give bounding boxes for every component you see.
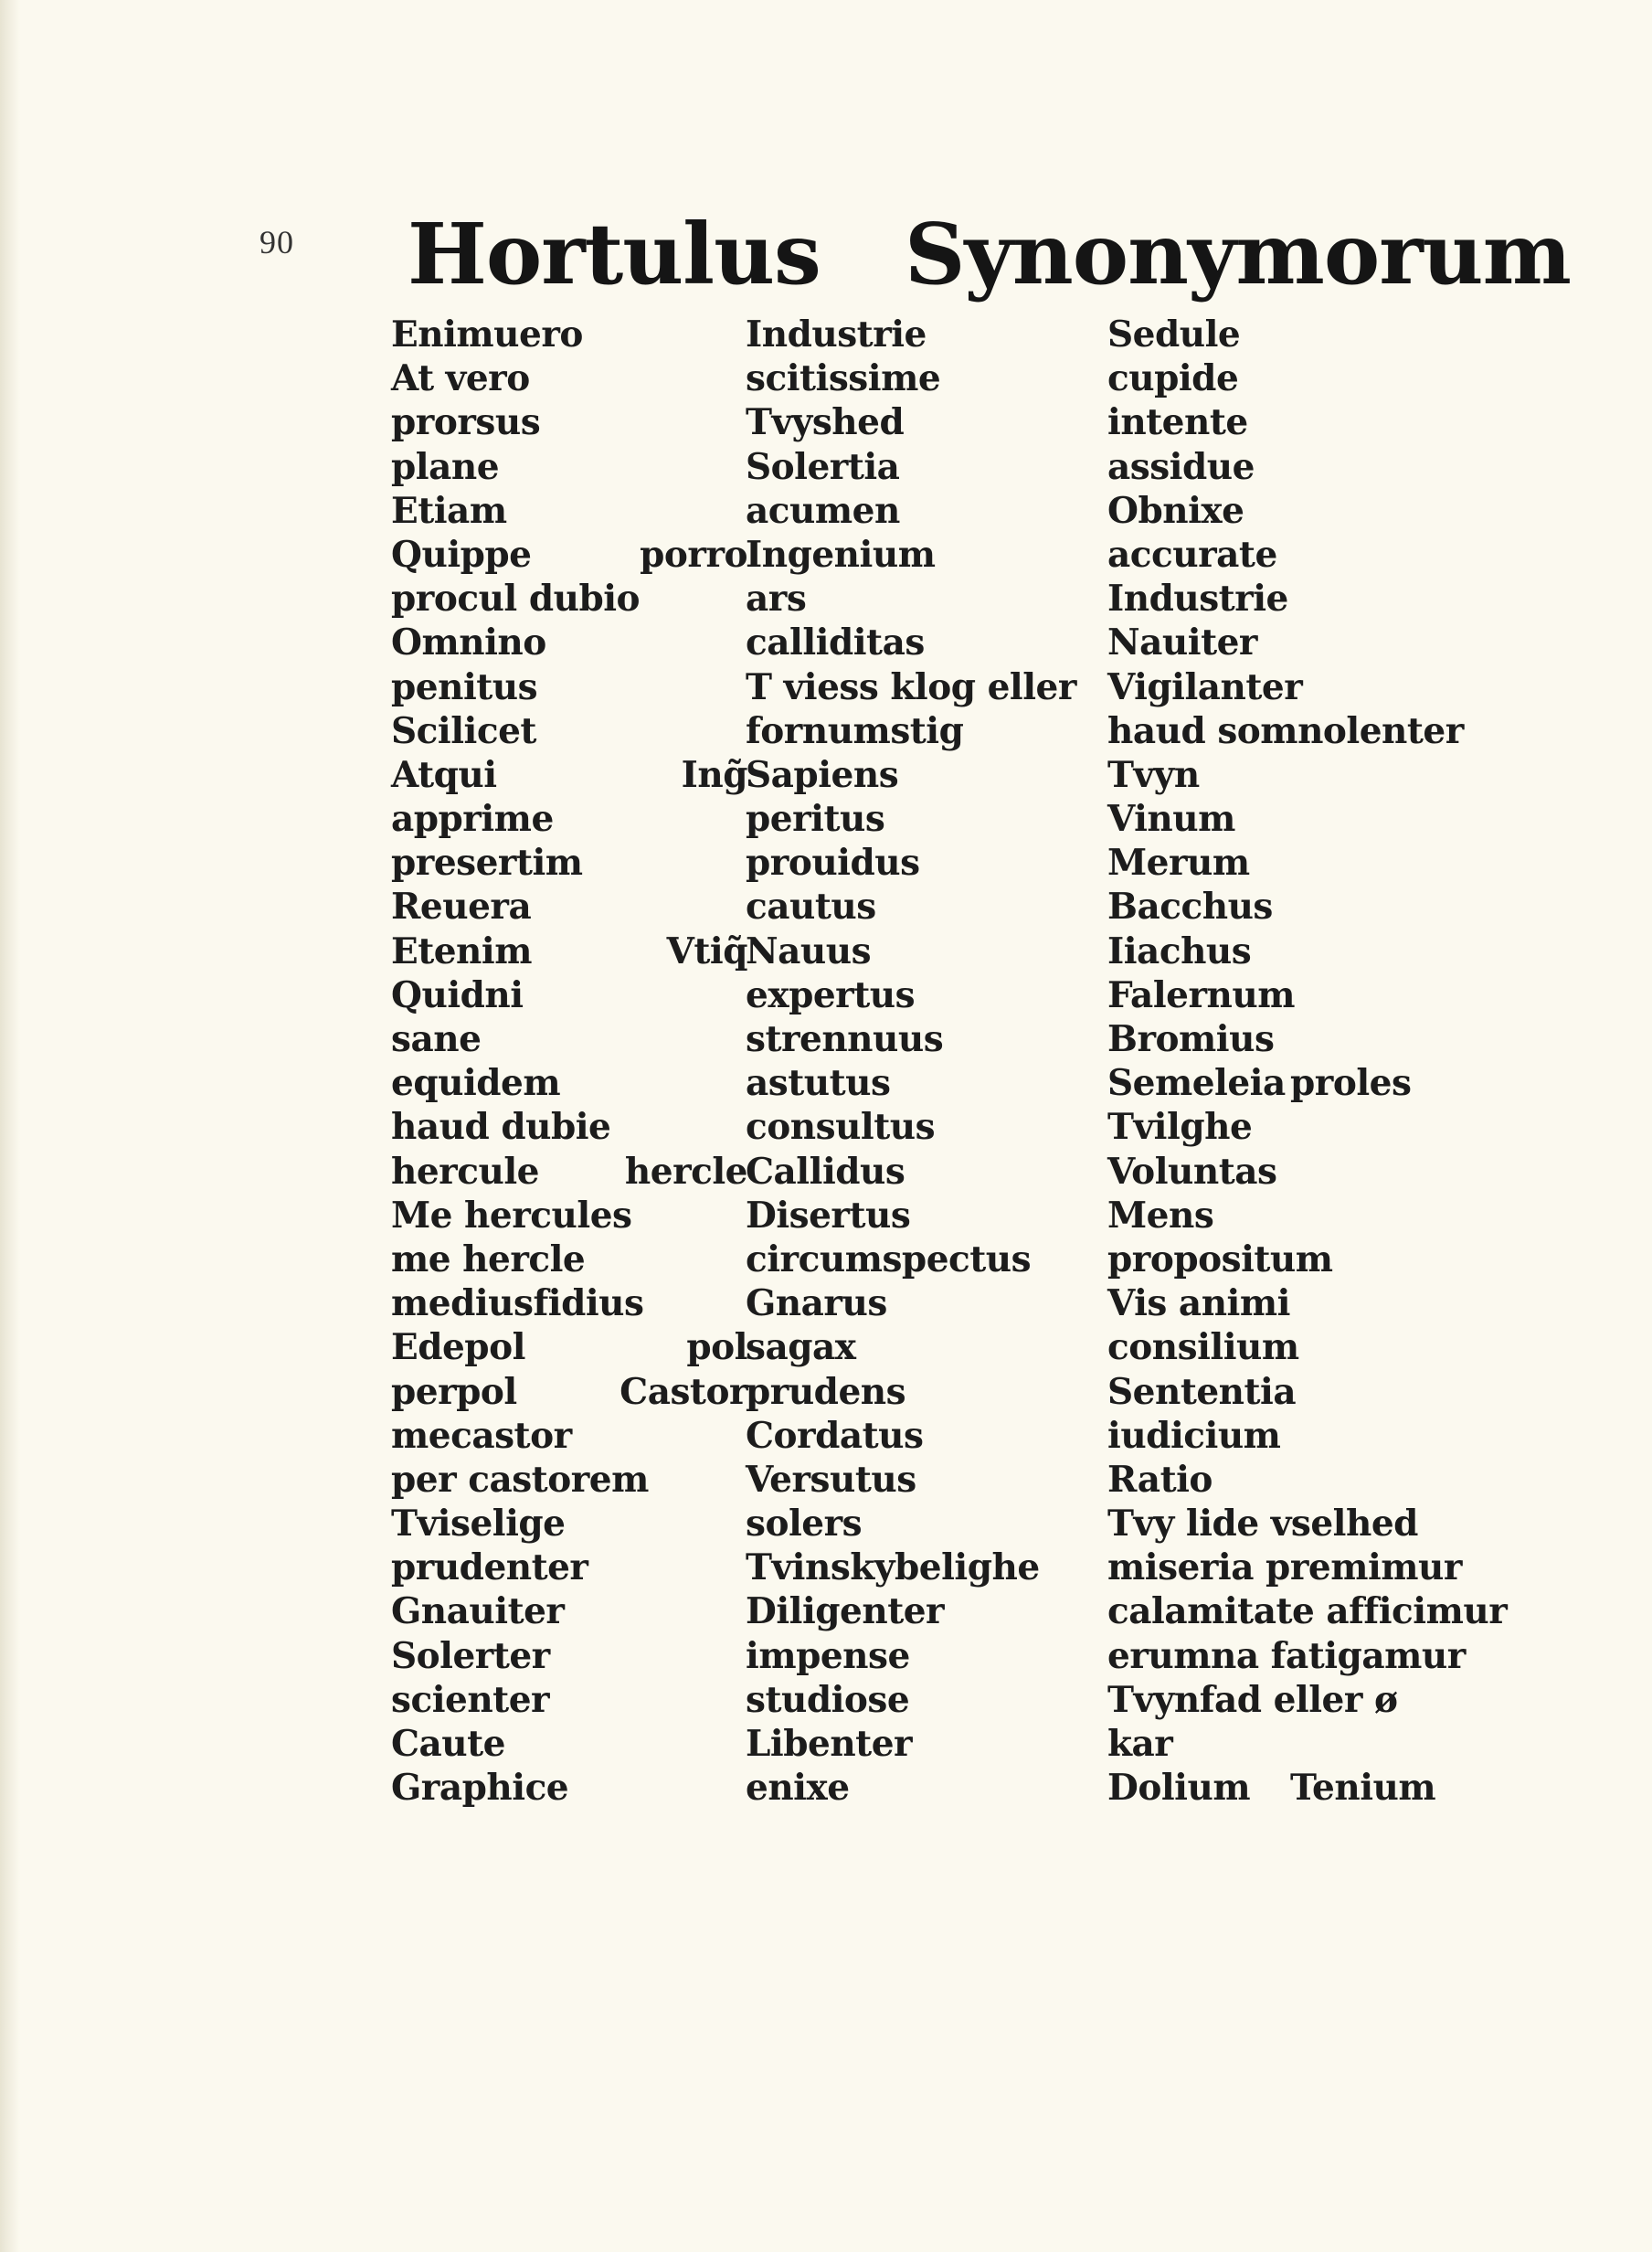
synonym-word: haud somnolenter [1107,709,1464,752]
synonym-word: Cordatus [746,1414,924,1457]
synonym-side-note: pol [686,1326,747,1369]
synonym-entry [746,489,1102,533]
synonym-word: calliditas [746,621,925,664]
synonym-word: accurate [1107,533,1277,576]
synonym-entry [746,1061,1102,1105]
synonym-entry [746,1502,1102,1546]
synonym-entry [391,400,738,444]
synonym-word: me hercle [391,1238,586,1280]
synonym-side-note: Castor [620,1370,747,1413]
synonym-word: Callidus [746,1150,905,1193]
synonym-word: strennuus [746,1018,944,1060]
synonym-entry [746,1766,1102,1810]
synonym-entry [746,1722,1102,1766]
synonym-entry [746,400,1102,444]
synonym-word: calamitate afficimur [1107,1590,1508,1633]
synonym-entry [391,1017,738,1061]
synonym-entry [391,665,738,709]
synonym-entry [746,885,1102,929]
synonym-entry [1107,1325,1455,1369]
synonym-entry [1107,929,1455,973]
synonym-word: scitissime [746,357,941,400]
synonym-entry [391,1678,738,1722]
synonym-word: Voluntas [1107,1150,1277,1193]
synonym-word: astutus [746,1062,891,1105]
synonym-word: erumna fatigamur [1107,1634,1466,1677]
synonym-entry [1107,709,1464,753]
synonym-entry [746,445,1102,489]
synonym-entry [391,1502,738,1546]
synonym-entry [391,1105,738,1149]
synonym-word: Obnixe [1107,489,1244,532]
synonym-entry [1107,533,1455,577]
synonym-entry [1107,489,1455,533]
synonym-entry [1107,1589,1508,1633]
synonym-word: Vigilanter [1107,665,1303,708]
synonym-word: Me hercules [391,1194,632,1237]
synonym-entry [746,1546,1102,1589]
synonym-word: sane [391,1018,482,1060]
synonym-entry [1107,1238,1455,1281]
synonym-word: penitus [391,665,538,708]
synonym-word: Tvyn [1107,753,1200,796]
synonym-word: kar [1107,1723,1173,1765]
synonym-word: presertim [391,842,583,885]
synonym-side-note: Tenium [1290,1767,1436,1810]
synonym-word: Tvilghe [1107,1106,1253,1149]
synonym-word: Vis animi [1107,1282,1290,1325]
synonym-word: prouidus [746,842,920,885]
synonym-entry [391,445,738,489]
synonym-word: Quidni [391,973,524,1016]
synonym-word: Dolium [1107,1767,1251,1810]
synonym-entry [391,1194,738,1238]
synonym-word: consilium [1107,1326,1299,1369]
synonym-entry [391,313,738,356]
synonym-entry [746,313,1102,356]
synonym-entry [391,1238,738,1281]
synonym-entry [391,356,738,400]
synonym-word: Enimuero [391,313,583,356]
synonym-word: Libenter [746,1723,913,1765]
synonym-entry [1107,356,1455,400]
synonym-word: Disertus [746,1194,911,1237]
synonym-word: Reuera [391,886,532,929]
synonym-word: enixe [746,1767,850,1810]
synonym-word: mediusfidius [391,1282,644,1325]
synonym-word: Nauiter [1107,621,1257,664]
synonym-word: At vero [391,357,530,400]
synonym-word: Edepol [391,1326,525,1369]
page-edge [0,0,20,2252]
synonym-word: Falernum [1107,973,1295,1016]
synonym-entry [391,1766,738,1810]
synonym-word: apprime [391,798,554,841]
synonym-entry [391,753,747,797]
running-title-right: Synonymorum [905,205,1571,303]
synonym-side-note: Ing̃ [681,753,747,796]
synonym-word: impense [746,1634,910,1677]
synonym-word: cautus [746,886,876,929]
synonym-entry [1107,1546,1462,1589]
synonym-entry [391,1370,747,1414]
synonym-word: Industrie [746,313,927,356]
synonym-entry [1107,885,1455,929]
synonym-entry [1107,400,1455,444]
synonym-entry [1107,753,1455,797]
synonym-entry [1107,841,1455,885]
synonym-word: iudicium [1107,1414,1281,1457]
synonym-word: Bromius [1107,1018,1275,1060]
synonym-entry [391,1546,738,1589]
synonym-word: Sententia [1107,1370,1297,1413]
synonym-entry [746,1281,1102,1325]
synonym-word: haud dubie [391,1106,611,1149]
synonym-word: Gnauiter [391,1590,565,1633]
synonym-word: Tvyshed [746,401,905,444]
synonym-side-note: porro [640,533,747,576]
synonym-entry [391,973,738,1017]
synonym-word: Tviselige [391,1503,566,1546]
synonym-entry [1107,665,1455,709]
synonym-entry [391,1634,738,1678]
synonym-column-3 [1107,313,1508,1810]
synonym-word: Nauus [746,929,872,972]
synonym-entry [746,533,1102,577]
synonym-entry [391,1150,747,1194]
synonym-word: per castorem [391,1458,649,1501]
synonym-entry [1107,1105,1455,1149]
synonym-entry [391,1589,738,1633]
synonym-entry [746,1458,1102,1502]
synonym-entry [1107,1414,1455,1458]
synonym-entry [391,577,738,621]
synonym-word: Iiachus [1107,929,1252,972]
synonym-word: Graphice [391,1767,569,1810]
synonym-word: Semeleia [1107,1062,1286,1105]
synonym-entry [1107,797,1455,841]
synonym-word: Ratio [1107,1458,1213,1501]
synonym-entry [746,1589,1102,1633]
synonym-word: Industrie [1107,578,1288,621]
synonym-entry [1107,621,1455,664]
synonym-word: Atqui [391,753,497,796]
running-title-left: Hortulus [408,205,821,303]
synonym-column-2 [746,313,1102,1810]
synonym-entry [746,1325,1102,1369]
synonym-word: expertus [746,973,916,1016]
synonym-word: prudens [746,1370,906,1413]
synonym-entry [746,1634,1102,1678]
synonym-word: plane [391,445,500,488]
synonym-entry [746,1414,1102,1458]
synonym-word: Vinum [1107,798,1235,841]
synonym-word: Tvy lide vselhed [1107,1503,1418,1546]
synonym-entry [391,709,738,753]
synonym-word: Sapiens [746,753,899,796]
synonym-entry [391,929,747,973]
synonym-word: propositum [1107,1238,1333,1280]
synonym-entry [746,356,1102,400]
synonym-entry [1107,577,1455,621]
synonym-word: circumspectus [746,1238,1032,1280]
synonym-column-1 [391,313,747,1810]
synonym-entry [1107,445,1455,489]
synonym-entry [391,1281,738,1325]
synonym-entry [746,797,1102,841]
synonym-entry [391,1325,747,1369]
synonym-entry [746,1194,1102,1238]
synonym-entry [1107,1281,1455,1325]
synonym-entry [746,1238,1102,1281]
synonym-word: prorsus [391,401,541,444]
synonym-side-note: hercle [624,1150,747,1193]
synonym-word: procul dubio [391,578,641,621]
synonym-entry [391,1722,738,1766]
synonym-entry [746,1678,1102,1722]
synonym-word: sagax [746,1326,856,1369]
synonym-word: Mens [1107,1194,1214,1237]
synonym-entry [391,885,738,929]
synonym-word: miseria premimur [1107,1546,1462,1589]
synonym-entry [746,929,1102,973]
synonym-word: perpol [391,1370,517,1413]
synonym-word: solers [746,1503,863,1546]
synonym-entry [1107,1678,1455,1722]
synonym-entry [746,841,1102,885]
synonym-entry [1107,1722,1455,1766]
synonym-word: assidue [1107,445,1255,488]
synonym-entry [1107,313,1455,356]
synonym-word: Scilicet [391,709,536,752]
synonym-entry [1107,973,1455,1017]
synonym-word: fornumstig [746,709,964,752]
synonym-word: ars [746,578,807,621]
synonym-word: Tvinskybelighe [746,1546,1040,1589]
synonym-word: mecastor [391,1414,572,1457]
synonym-entry [1107,1061,1455,1105]
synonym-word: Gnarus [746,1282,887,1325]
synonym-word: Diligenter [746,1590,945,1633]
synonym-entry [1107,1634,1466,1678]
synonym-entry [746,1017,1102,1061]
synonym-word: consultus [746,1106,936,1149]
synonym-entry [1107,1370,1455,1414]
synonym-word: Tvynfad eller ø [1107,1678,1398,1721]
synonym-entry [1107,1458,1455,1502]
synonym-word: Versutus [746,1458,916,1501]
synonym-entry [746,753,1102,797]
synonym-word: Solerter [391,1634,550,1677]
synonym-word: Bacchus [1107,886,1273,929]
synonym-word: Etenim [391,929,532,972]
synonym-word: T viess klog eller [746,665,1076,708]
synonym-word: Merum [1107,842,1250,885]
synonym-word: cupide [1107,357,1239,400]
synonym-word: studiose [746,1678,910,1721]
synonym-entry [746,973,1102,1017]
synonym-entry [746,1105,1102,1149]
synonym-entry [391,621,738,664]
synonym-entry [1107,1194,1455,1238]
synonym-entry [1107,1017,1455,1061]
synonym-entry [746,621,1102,664]
page-number: 90 [259,224,294,260]
synonym-word: Sedule [1107,313,1241,356]
synonym-entry [391,1458,738,1502]
synonym-entry [1107,1766,1455,1810]
synonym-word: Solertia [746,445,900,488]
synonym-word: Etiam [391,489,507,532]
synonym-entry [746,577,1102,621]
synonym-entry [391,489,738,533]
synonym-word: scienter [391,1678,550,1721]
synonym-word: Omnino [391,621,546,664]
synonym-word: Ingenium [746,533,936,576]
synonym-entry [746,1150,1102,1194]
synonym-entry [391,533,747,577]
synonym-side-note: proles [1290,1062,1412,1105]
synonym-entry [1107,1502,1455,1546]
synonym-word: acumen [746,489,900,532]
synonym-entry [746,665,1102,709]
synonym-word: prudenter [391,1546,588,1589]
synonym-word: Quippe [391,533,532,576]
synonym-entry [746,1370,1102,1414]
synonym-entry [391,1414,738,1458]
synonym-side-note: Vtiq̃ [666,929,747,972]
synonym-entry [1107,1150,1455,1194]
synonym-word: equidem [391,1062,561,1105]
synonym-word: hercule [391,1150,539,1193]
synonym-entry [391,1061,738,1105]
synonym-word: peritus [746,798,885,841]
synonym-entry [391,797,738,841]
synonym-entry [391,841,738,885]
synonym-word: Caute [391,1723,505,1765]
synonym-word: intente [1107,401,1248,444]
synonym-entry [746,709,1102,753]
